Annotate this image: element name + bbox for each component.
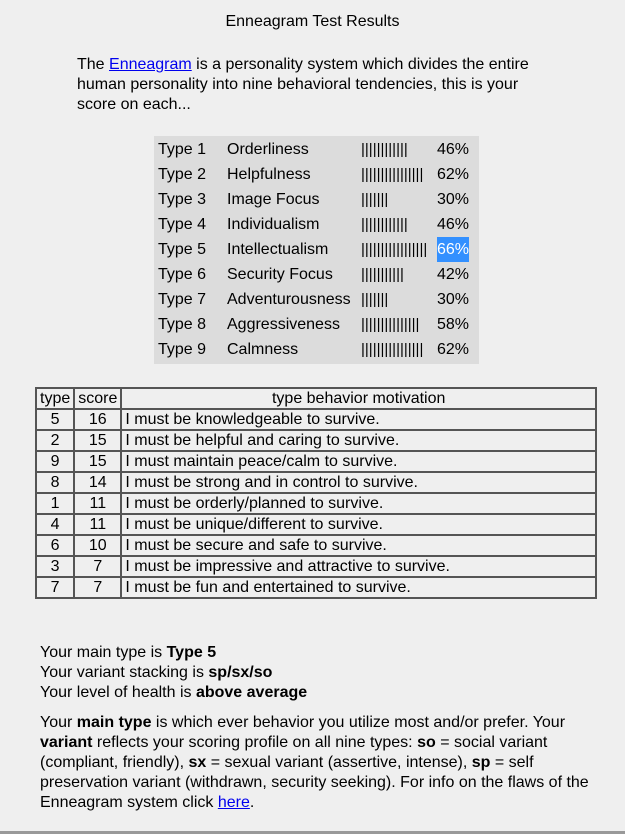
- score-bar: |||||||: [361, 291, 389, 308]
- score-row: [154, 312, 479, 337]
- motivation-table: [35, 387, 597, 599]
- score-name: Image Focus: [227, 191, 320, 208]
- score-type: Type 5: [158, 241, 207, 258]
- score-name: Individualism: [227, 216, 320, 233]
- row-type: 5: [36, 409, 74, 430]
- score-name: Helpfulness: [227, 166, 311, 183]
- main-type-line: [40, 643, 600, 663]
- intro-paragraph: [77, 55, 557, 115]
- explain-bold-so: so: [417, 734, 436, 751]
- score-row: [154, 162, 479, 187]
- table-row: [36, 451, 596, 472]
- table-row: [36, 493, 596, 514]
- stacking-line: [40, 663, 600, 683]
- header-type: type: [36, 388, 74, 409]
- score-percent: 46%: [437, 141, 470, 158]
- stacking-label: Your variant stacking is: [40, 664, 209, 681]
- score-bar: ||||||||||||: [361, 141, 408, 158]
- score-bar: |||||||||||||||: [361, 316, 420, 333]
- score-type: Type 8: [158, 316, 207, 333]
- row-motivation: I must be impressive and attractive to survive.: [121, 556, 596, 577]
- row-type: 3: [36, 556, 74, 577]
- header-score: score: [74, 388, 121, 409]
- score-row: [154, 237, 479, 262]
- table-row: [36, 514, 596, 535]
- explain-text: is which ever behavior you utilize most and/or prefer. Your: [151, 714, 566, 731]
- table-header-row: [36, 388, 596, 409]
- score-type: Type 3: [158, 191, 207, 208]
- health-value: above average: [195, 684, 308, 701]
- summary: [40, 643, 600, 703]
- score-type: Type 2: [158, 166, 207, 183]
- score-name: Aggressiveness: [227, 316, 340, 333]
- score-percent: 30%: [437, 191, 470, 208]
- page-title: Enneagram Test Results: [225, 13, 400, 30]
- row-motivation: I must be unique/different to survive.: [121, 514, 596, 535]
- explain-text: .: [249, 794, 255, 811]
- row-type: 7: [36, 577, 74, 598]
- score-row: [154, 212, 479, 237]
- score-name: Calmness: [227, 341, 299, 358]
- explain-text: reflects your scoring profile on all nine types:: [92, 734, 418, 751]
- score-row: [154, 287, 479, 312]
- row-type: 8: [36, 472, 74, 493]
- row-score: 7: [74, 556, 121, 577]
- row-score: 11: [74, 514, 121, 535]
- score-bar: |||||||: [361, 191, 389, 208]
- row-type: 2: [36, 430, 74, 451]
- row-score: 7: [74, 577, 121, 598]
- score-bar: ||||||||||||: [361, 216, 408, 233]
- score-row: [154, 187, 479, 212]
- score-row: [154, 337, 479, 362]
- enneagram-link[interactable]: Enneagram: [109, 56, 192, 73]
- explain-text: = self preservation variant (withdrawn, security seeking). For info on the flaws of the Enneagram system click: [40, 754, 589, 811]
- score-type: Type 6: [158, 266, 207, 283]
- table-row: [36, 409, 596, 430]
- row-motivation: I must be fun and entertained to survive.: [121, 577, 596, 598]
- score-percent: 42%: [437, 266, 470, 283]
- score-bar: |||||||||||||||||: [361, 241, 428, 258]
- score-name: Adventurousness: [227, 291, 351, 308]
- row-score: 15: [74, 430, 121, 451]
- row-motivation: I must be strong and in control to survive.: [121, 472, 596, 493]
- score-table: [154, 136, 479, 364]
- score-type: Type 1: [158, 141, 207, 158]
- main-type-value: Type 5: [166, 644, 217, 661]
- table-row: [36, 535, 596, 556]
- score-percent: 66%: [437, 237, 469, 262]
- row-score: 11: [74, 493, 121, 514]
- row-type: 1: [36, 493, 74, 514]
- score-bar: ||||||||||||||||: [361, 341, 424, 358]
- score-percent: 30%: [437, 291, 470, 308]
- row-score: 14: [74, 472, 121, 493]
- row-type: 4: [36, 514, 74, 535]
- row-motivation: I must be helpful and caring to survive.: [121, 430, 596, 451]
- row-score: 10: [74, 535, 121, 556]
- health-line: [40, 683, 600, 703]
- row-motivation: I must maintain peace/calm to survive.: [121, 451, 596, 472]
- row-score: 15: [74, 451, 121, 472]
- score-row: [154, 262, 479, 287]
- score-type: Type 4: [158, 216, 207, 233]
- score-type: Type 7: [158, 291, 207, 308]
- table-row: [36, 430, 596, 451]
- explain-bold-variant: variant: [40, 734, 93, 751]
- score-percent: 62%: [437, 341, 470, 358]
- flaws-link[interactable]: here: [217, 794, 250, 811]
- score-bar: |||||||||||: [361, 266, 404, 283]
- score-row: [154, 137, 479, 162]
- score-name: Security Focus: [227, 266, 333, 283]
- main-type-label: Your main type is: [40, 644, 167, 661]
- explanation-paragraph: [40, 713, 600, 813]
- intro-before: The: [77, 56, 110, 73]
- score-percent: 62%: [437, 166, 470, 183]
- stacking-value: sp/sx/so: [208, 664, 273, 681]
- score-percent: 46%: [437, 216, 470, 233]
- explain-text: = social variant (compliant, friendly),: [40, 734, 548, 771]
- score-bar: ||||||||||||||||: [361, 166, 424, 183]
- explain-bold-main-type: main type: [76, 714, 152, 731]
- row-type: 6: [36, 535, 74, 556]
- row-motivation: I must be secure and safe to survive.: [121, 535, 596, 556]
- table-row: [36, 577, 596, 598]
- intro-after: is a personality system which divides the entire human personality into nine behavioral tendencies, this is your score on each...: [77, 56, 529, 113]
- explain-text: Your: [40, 714, 77, 731]
- explain-bold-sx: sx: [188, 754, 207, 771]
- score-name: Orderliness: [227, 141, 309, 158]
- row-motivation: I must be orderly/planned to survive.: [121, 493, 596, 514]
- explain-bold-sp: sp: [471, 754, 491, 771]
- score-name: Intellectualism: [227, 241, 329, 258]
- row-score: 16: [74, 409, 121, 430]
- table-row: [36, 556, 596, 577]
- score-type: Type 9: [158, 341, 207, 358]
- table-row: [36, 472, 596, 493]
- row-motivation: I must be knowledgeable to survive.: [121, 409, 596, 430]
- header-motivation: type behavior motivation: [121, 388, 596, 409]
- row-type: 9: [36, 451, 74, 472]
- score-percent: 58%: [437, 316, 470, 333]
- explain-text: = sexual variant (assertive, intense),: [206, 754, 472, 771]
- health-label: Your level of health is: [40, 684, 196, 701]
